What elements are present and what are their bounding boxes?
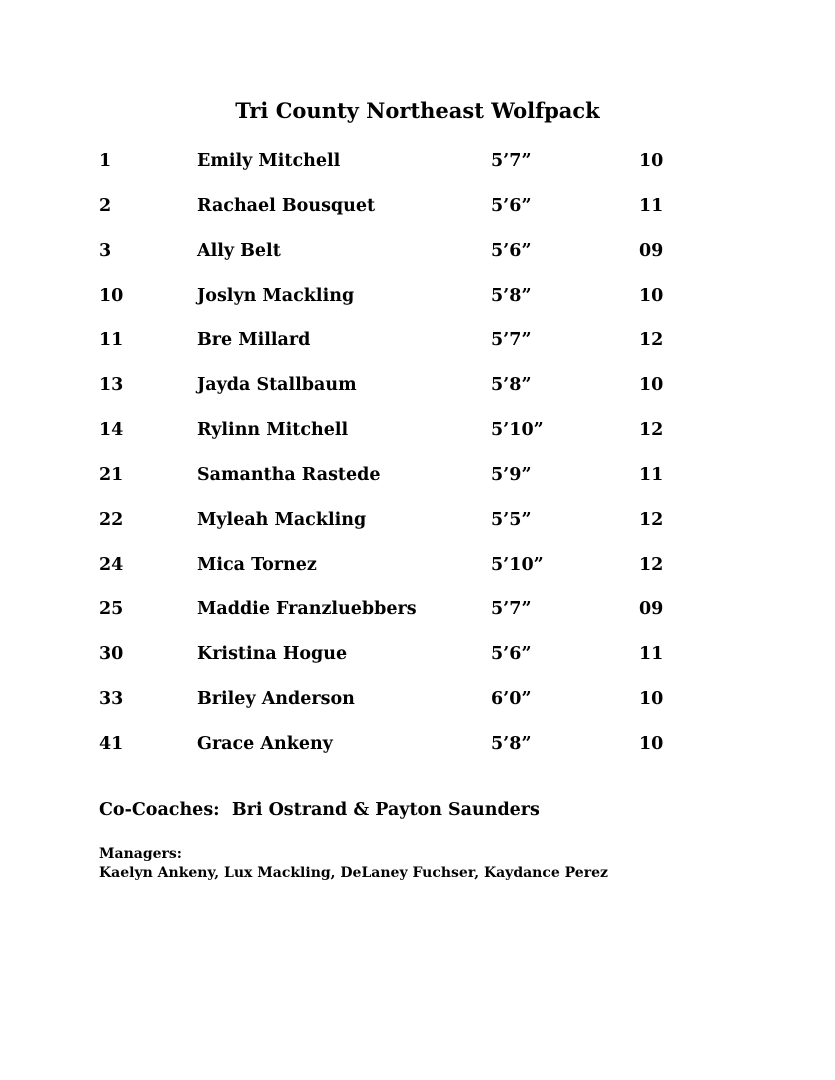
player-height: 5’9”: [491, 464, 532, 485]
player-grade: 11: [639, 464, 664, 485]
player-name: Samantha Rastede: [197, 464, 381, 485]
roster-row: [99, 191, 699, 236]
player-height: 5’7”: [491, 151, 532, 171]
player-height: 5’8”: [491, 733, 532, 754]
player-height: 5’6”: [491, 644, 532, 665]
player-grade: 12: [639, 330, 664, 351]
player-grade: 09: [639, 599, 664, 620]
player-grade: 10: [639, 733, 664, 754]
player-height: 5’7”: [491, 599, 532, 620]
roster-row: [99, 684, 699, 729]
player-grade: 11: [639, 195, 664, 216]
roster-list: [99, 146, 699, 774]
roster-row: [99, 460, 699, 505]
player-name: Grace Ankeny: [197, 733, 333, 754]
player-name: Kristina Hogue: [197, 644, 348, 665]
roster-row: [99, 370, 699, 415]
player-number: 13: [99, 375, 124, 396]
player-name: Maddie Franzluebbers: [197, 599, 417, 620]
player-number: 1: [99, 151, 112, 171]
player-name: Jayda Stallbaum: [197, 375, 357, 396]
roster-row: [99, 281, 699, 326]
roster-row: [99, 594, 699, 639]
player-grade: 10: [639, 375, 664, 396]
player-name: Joslyn Mackling: [197, 285, 355, 306]
player-grade: 09: [639, 240, 664, 261]
player-number: 14: [99, 420, 124, 441]
player-name: Emily Mitchell: [197, 151, 341, 171]
player-number: 11: [99, 330, 124, 351]
player-grade: 12: [639, 554, 664, 575]
player-name: Ally Belt: [197, 240, 281, 261]
player-number: 10: [99, 285, 124, 306]
player-name: Myleah Mackling: [197, 509, 367, 530]
player-name: Rylinn Mitchell: [197, 420, 349, 441]
player-height: 6’0”: [491, 689, 532, 710]
player-grade: 11: [639, 644, 664, 665]
roster-row: [99, 505, 699, 550]
player-number: 30: [99, 644, 124, 665]
roster-row: [99, 236, 699, 281]
roster-row: [99, 729, 699, 774]
player-grade: 10: [639, 285, 664, 306]
player-number: 22: [99, 509, 124, 530]
player-height: 5’5”: [491, 509, 532, 530]
player-number: 24: [99, 554, 124, 575]
roster-row: [99, 415, 699, 460]
player-name: Rachael Bousquet: [197, 195, 376, 216]
roster-row: [99, 639, 699, 684]
player-height: 5’6”: [491, 240, 532, 261]
player-number: 41: [99, 733, 124, 754]
managers-heading: Managers:: [99, 846, 182, 862]
player-grade: 12: [639, 420, 664, 441]
player-height: 5’8”: [491, 375, 532, 396]
roster-row: [99, 146, 699, 191]
player-grade: 10: [639, 151, 664, 171]
player-number: 21: [99, 464, 124, 485]
player-name: Briley Anderson: [197, 689, 355, 710]
managers-list: Kaelyn Ankeny, Lux Mackling, DeLaney Fuchser, Kaydance Perez: [99, 865, 608, 881]
page-title: Tri County Northeast Wolfpack: [235, 98, 600, 123]
roster-row: [99, 550, 699, 595]
co-coaches-line: Co-Coaches: Bri Ostrand & Payton Saunders: [99, 800, 540, 820]
player-height: 5’10”: [491, 554, 544, 575]
roster-row: [99, 325, 699, 370]
player-number: 2: [99, 195, 112, 216]
player-name: Mica Tornez: [197, 554, 317, 575]
player-number: 3: [99, 240, 112, 261]
player-number: 25: [99, 599, 124, 620]
player-height: 5’7”: [491, 330, 532, 351]
player-height: 5’6”: [491, 195, 532, 216]
player-grade: 12: [639, 509, 664, 530]
player-height: 5’10”: [491, 420, 544, 441]
player-grade: 10: [639, 689, 664, 710]
player-number: 33: [99, 689, 124, 710]
player-height: 5’8”: [491, 285, 532, 306]
player-name: Bre Millard: [197, 330, 311, 351]
